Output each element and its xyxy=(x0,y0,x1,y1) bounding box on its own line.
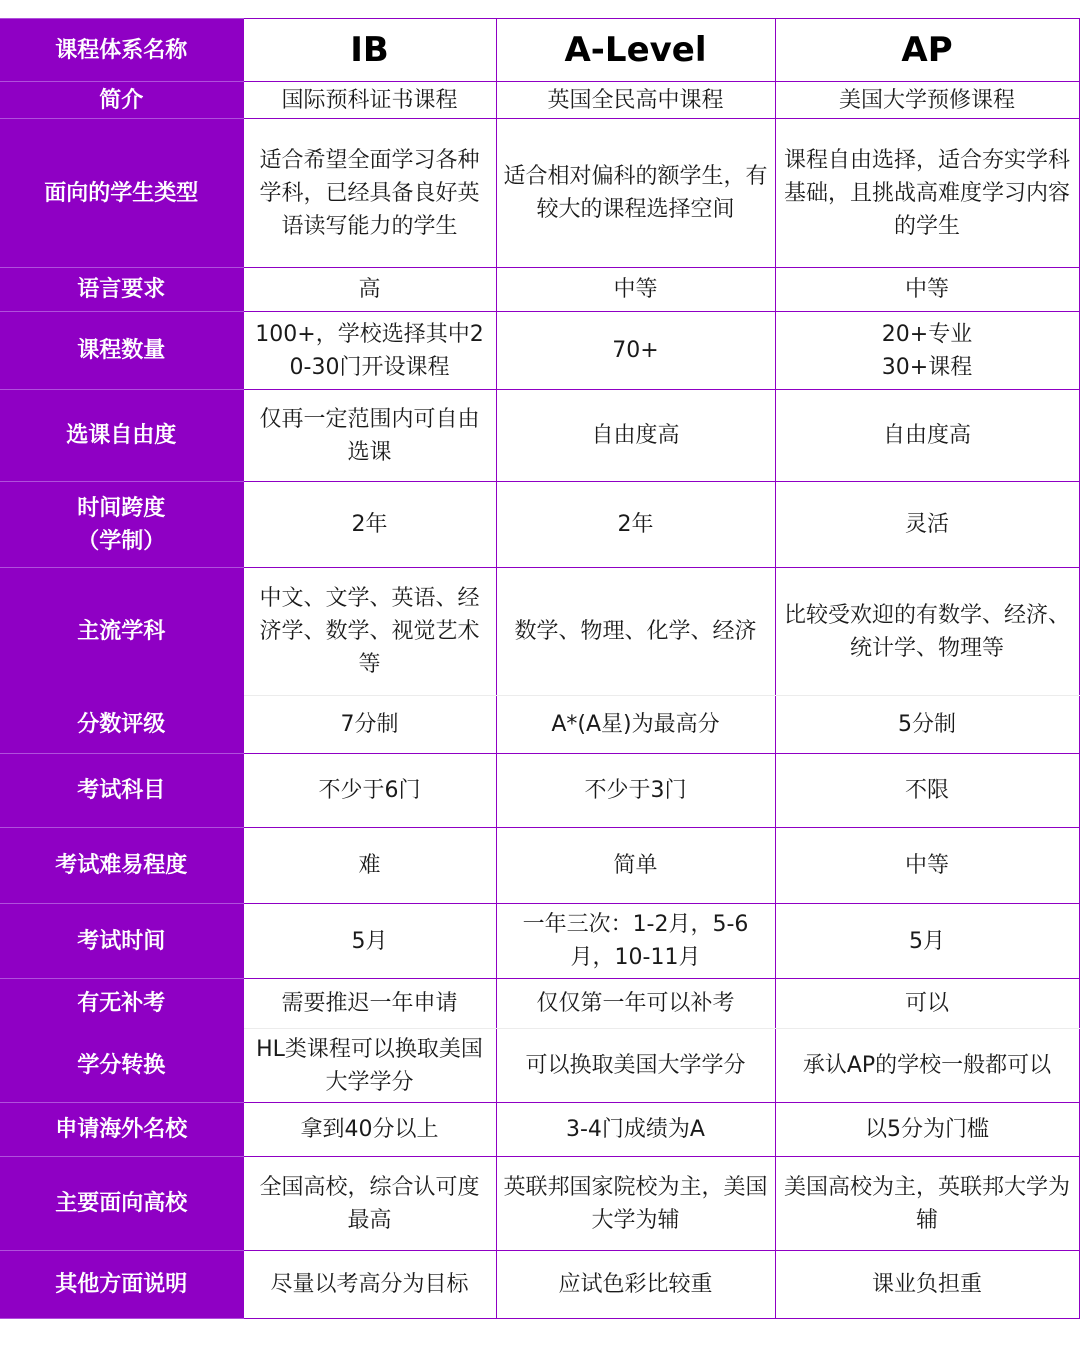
table-cell: 不少于3门 xyxy=(496,754,775,828)
table-row xyxy=(0,979,1079,1029)
table-row xyxy=(0,568,1079,696)
table-cell: 以5分为门槛 xyxy=(775,1103,1079,1157)
table-cell: 难 xyxy=(243,828,496,904)
table-cell: 5月 xyxy=(243,904,496,979)
table-cell: 2年 xyxy=(243,482,496,568)
table-cell: A*(A星)为最高分 xyxy=(496,696,775,754)
table-row xyxy=(0,754,1079,828)
column-header-ap: AP xyxy=(775,19,1079,82)
row-header: 有无补考 xyxy=(0,979,243,1029)
table-cell: 需要推迟一年申请 xyxy=(243,979,496,1029)
row-header: 考试科目 xyxy=(0,754,243,828)
table-row xyxy=(0,82,1079,119)
row-header: 分数评级 xyxy=(0,696,243,754)
table-cell: 中文、文学、英语、经济学、数学、视觉艺术等 xyxy=(243,568,496,696)
table-cell: 全国高校，综合认可度最高 xyxy=(243,1157,496,1251)
row-header: 考试时间 xyxy=(0,904,243,979)
row-header: 主流学科 xyxy=(0,568,243,696)
table-cell: 5分制 xyxy=(775,696,1079,754)
row-header: 语言要求 xyxy=(0,268,243,312)
table-cell: 应试色彩比较重 xyxy=(496,1251,775,1319)
table-cell: 仅再一定范围内可自由选课 xyxy=(243,390,496,482)
table-cell: 可以换取美国大学学分 xyxy=(496,1029,775,1103)
table-cell: 课业负担重 xyxy=(775,1251,1079,1319)
table-cell: 尽量以考高分为目标 xyxy=(243,1251,496,1319)
table-cell: 2年 xyxy=(496,482,775,568)
table-cell: HL类课程可以换取美国大学学分 xyxy=(243,1029,496,1103)
table-row xyxy=(0,119,1079,268)
table-cell: 数学、物理、化学、经济 xyxy=(496,568,775,696)
table-row xyxy=(0,904,1079,979)
table-cell: 不限 xyxy=(775,754,1079,828)
table-cell: 英国全民高中课程 xyxy=(496,82,775,119)
table-cell: 灵活 xyxy=(775,482,1079,568)
table-cell: 仅仅第一年可以补考 xyxy=(496,979,775,1029)
table-cell: 自由度高 xyxy=(775,390,1079,482)
row-header: 面向的学生类型 xyxy=(0,119,243,268)
table-row xyxy=(0,312,1079,390)
table-row xyxy=(0,482,1079,568)
table-cell: 100+，学校选择其中20-30门开设课程 xyxy=(243,312,496,390)
table-row xyxy=(0,1251,1079,1319)
table-row xyxy=(0,390,1079,482)
table-cell: 课程自由选择，适合夯实学科基础，且挑战高难度学习内容的学生 xyxy=(775,119,1079,268)
curriculum-comparison-table xyxy=(0,18,1080,1319)
table-cell: 7分制 xyxy=(243,696,496,754)
corner-header: 课程体系名称 xyxy=(0,19,243,82)
table-cell: 美国高校为主，英联邦大学为辅 xyxy=(775,1157,1079,1251)
table-cell: 适合希望全面学习各种学科，已经具备良好英语读写能力的学生 xyxy=(243,119,496,268)
table-cell: 20+专业 30+课程 xyxy=(775,312,1079,390)
table-cell: 拿到40分以上 xyxy=(243,1103,496,1157)
column-header-a-level: A-Level xyxy=(496,19,775,82)
table-row xyxy=(0,1157,1079,1251)
row-header: 时间跨度 （学制） xyxy=(0,482,243,568)
table-cell: 适合相对偏科的额学生，有较大的课程选择空间 xyxy=(496,119,775,268)
row-header: 申请海外名校 xyxy=(0,1103,243,1157)
table-cell: 70+ xyxy=(496,312,775,390)
header-row xyxy=(0,19,1079,82)
table-row xyxy=(0,1103,1079,1157)
table-cell: 简单 xyxy=(496,828,775,904)
row-header: 选课自由度 xyxy=(0,390,243,482)
table-row xyxy=(0,268,1079,312)
table-cell: 中等 xyxy=(496,268,775,312)
table-cell: 比较受欢迎的有数学、经济、统计学、物理等 xyxy=(775,568,1079,696)
table-cell: 可以 xyxy=(775,979,1079,1029)
table-cell: 高 xyxy=(243,268,496,312)
row-header: 简介 xyxy=(0,82,243,119)
table-row xyxy=(0,1029,1079,1103)
table-cell: 承认AP的学校一般都可以 xyxy=(775,1029,1079,1103)
table-cell: 国际预科证书课程 xyxy=(243,82,496,119)
table-cell: 3-4门成绩为A xyxy=(496,1103,775,1157)
table-cell: 英联邦国家院校为主，美国大学为辅 xyxy=(496,1157,775,1251)
table-cell: 自由度高 xyxy=(496,390,775,482)
row-header: 主要面向高校 xyxy=(0,1157,243,1251)
table-cell: 5月 xyxy=(775,904,1079,979)
table-row xyxy=(0,696,1079,754)
table-cell: 一年三次：1-2月，5-6月，10-11月 xyxy=(496,904,775,979)
row-header: 课程数量 xyxy=(0,312,243,390)
row-header: 其他方面说明 xyxy=(0,1251,243,1319)
row-header: 学分转换 xyxy=(0,1029,243,1103)
table-cell: 不少于6门 xyxy=(243,754,496,828)
table-row xyxy=(0,828,1079,904)
table-cell: 美国大学预修课程 xyxy=(775,82,1079,119)
table-cell: 中等 xyxy=(775,268,1079,312)
row-header: 考试难易程度 xyxy=(0,828,243,904)
column-header-ib: IB xyxy=(243,19,496,82)
table-cell: 中等 xyxy=(775,828,1079,904)
